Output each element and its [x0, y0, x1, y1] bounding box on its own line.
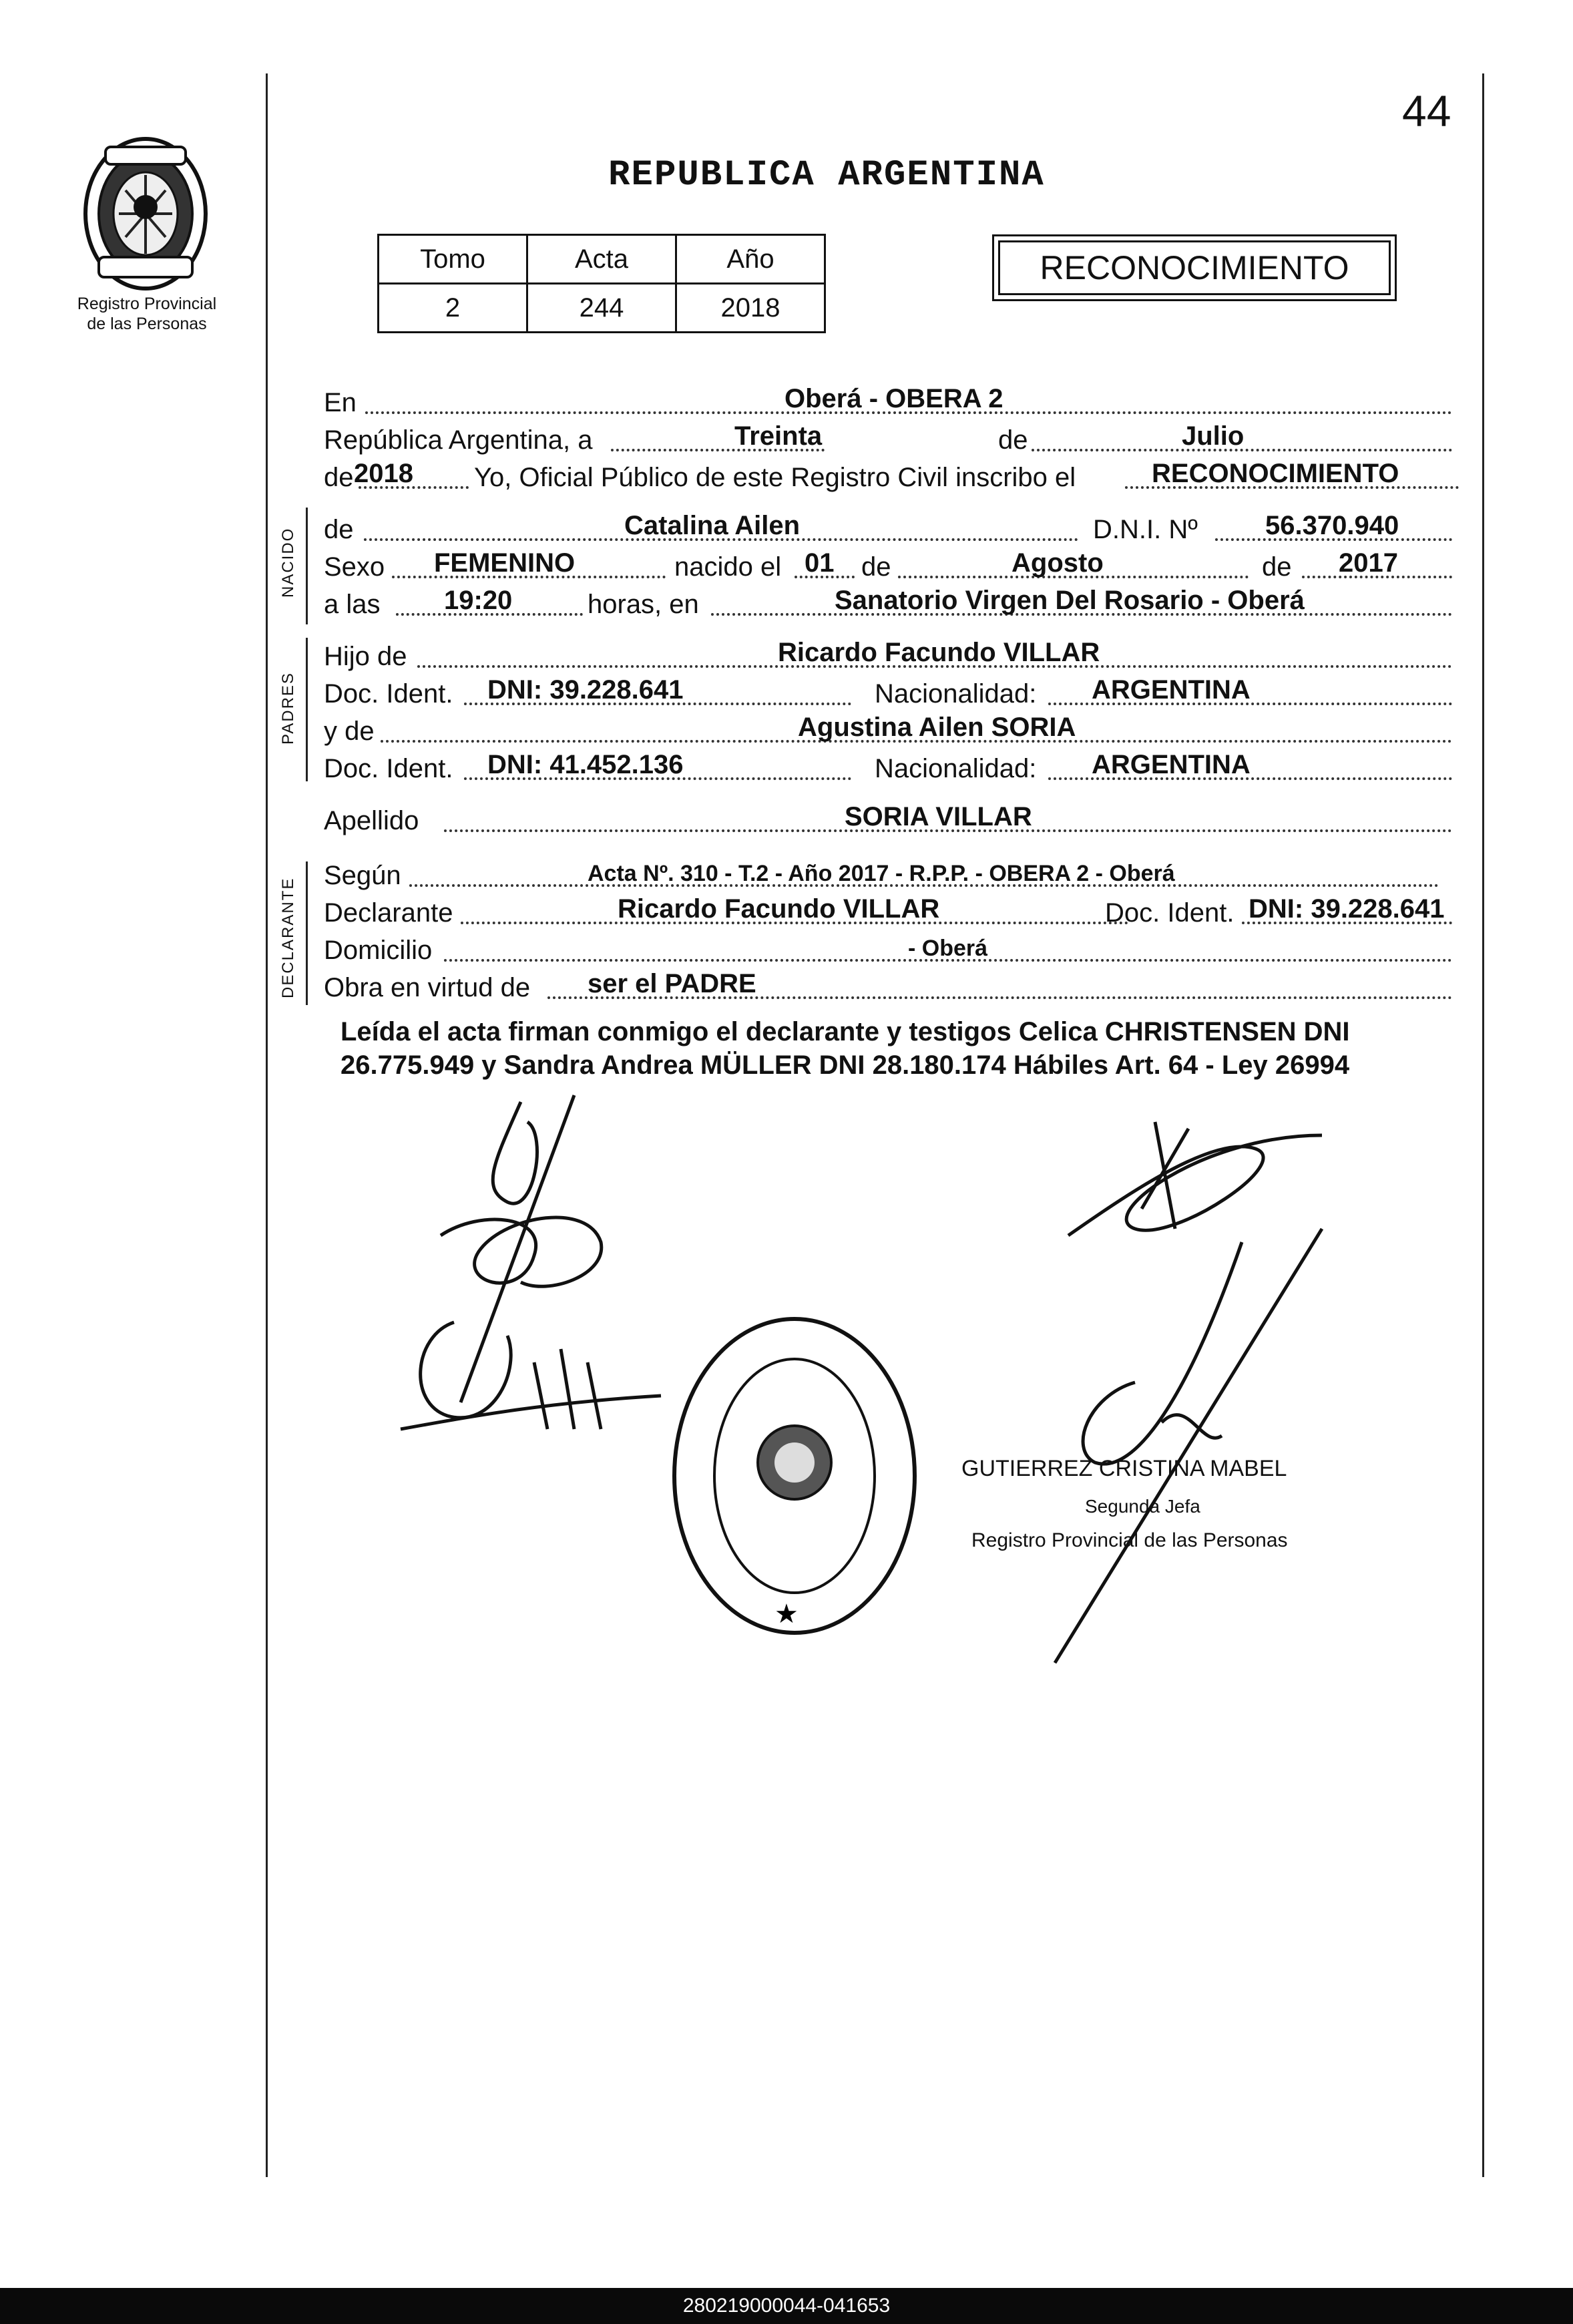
value-acto: RECONOCIMIENTO — [1152, 459, 1399, 488]
label-yo: Yo, Oficial Público de este Registro Civil inscribo el — [474, 463, 1076, 492]
registry-table-value-row — [379, 284, 825, 333]
value-sexo: FEMENINO — [434, 548, 576, 578]
padres-bracket — [306, 638, 308, 781]
official-office: Registro Provincial de las Personas — [971, 1529, 1288, 1551]
label-a-las: a las — [324, 590, 381, 619]
value-segun: Acta Nº. 310 - T.2 - Año 2017 - R.P.P. - OBERA 2 - Oberá — [588, 861, 1175, 886]
label-dni: D.N.I. Nº — [1093, 515, 1198, 544]
label-y-de: y de — [324, 717, 375, 746]
value-hora: 19:20 — [444, 586, 513, 615]
label-de-anio-fecha: de — [324, 463, 354, 492]
row-padre — [324, 634, 1452, 674]
value-nac-dia: 01 — [805, 548, 835, 578]
registry-table — [377, 234, 826, 333]
label-horas-en: horas, en — [588, 590, 699, 619]
row-madre-doc — [324, 747, 1452, 787]
value-padre-doc: DNI: 39.228.641 — [487, 675, 684, 705]
header-anio: Año — [676, 235, 825, 284]
value-nac-anio: 2017 — [1339, 548, 1398, 578]
value-padre-nac: ARGENTINA — [1092, 675, 1251, 705]
declarante-bracket — [306, 861, 308, 1005]
label-domicilio: Domicilio — [324, 936, 433, 965]
side-label-declarante: DECLARANTE — [279, 877, 297, 998]
registry-caption-line1: Registro Provincial — [77, 295, 217, 313]
official-stamp-icon — [661, 1309, 928, 1643]
row-segun — [324, 853, 1439, 894]
value-lugar: Oberá - OBERA 2 — [784, 384, 1003, 413]
value-nombre: Catalina Ailen — [624, 511, 801, 540]
value-domicilio: - Oberá — [908, 936, 988, 961]
official-name: GUTIERREZ CRISTINA MABEL — [961, 1456, 1287, 1481]
label-hijo-de: Hijo de — [324, 642, 407, 671]
value-obra: ser el PADRE — [588, 969, 756, 998]
value-apellido: SORIA VILLAR — [845, 802, 1032, 831]
value-anio: 2018 — [354, 459, 413, 488]
label-sexo: Sexo — [324, 552, 385, 582]
label-de-mes: de — [861, 552, 891, 582]
page-number: 44 — [1402, 86, 1451, 136]
label-doc-ident-madre: Doc. Ident. — [324, 754, 453, 783]
row-republica — [324, 418, 1452, 458]
official-role: Segunda Jefa — [1085, 1496, 1200, 1517]
right-margin-line — [1482, 73, 1484, 2177]
label-de-nombre: de — [324, 515, 354, 544]
value-tomo: 2 — [379, 284, 527, 333]
value-dni: 56.370.940 — [1265, 511, 1399, 540]
registry-table-header-row — [379, 235, 825, 284]
record-type-box: RECONOCIMIENTO — [998, 240, 1391, 295]
value-padre: Ricardo Facundo VILLAR — [778, 638, 1100, 667]
label-doc-ident-padre: Doc. Ident. — [324, 679, 453, 709]
label-de-anio: de — [1262, 552, 1292, 582]
value-dia: Treinta — [734, 421, 823, 451]
label-nacionalidad-padre: Nacionalidad: — [875, 679, 1037, 709]
value-lugar-nac: Sanatorio Virgen Del Rosario - Oberá — [835, 586, 1305, 615]
svg-text:★: ★ — [774, 1599, 799, 1629]
value-declarante-doc: DNI: 39.228.641 — [1249, 894, 1445, 924]
label-declarante: Declarante — [324, 898, 453, 928]
label-nacionalidad-madre: Nacionalidad: — [875, 754, 1037, 783]
value-madre: Agustina Ailen SORIA — [798, 713, 1076, 742]
row-hora — [324, 582, 1452, 622]
value-declarante: Ricardo Facundo VILLAR — [618, 894, 940, 924]
value-anio: 2018 — [676, 284, 825, 333]
header-acta: Acta — [527, 235, 676, 284]
left-margin-line — [266, 73, 268, 2177]
value-acta: 244 — [527, 284, 676, 333]
registry-caption — [47, 294, 247, 334]
nacido-bracket — [306, 508, 308, 624]
row-apellido — [324, 799, 1452, 839]
row-madre — [324, 709, 1452, 749]
value-mes: Julio — [1182, 421, 1245, 451]
row-nombre — [324, 508, 1452, 548]
closing-statement: Leída el acta firman conmigo el declarante y testigos Celica CHRISTENSEN DNI 26.775.949 y Sandra Andrea MÜLLER DNI 28.180.174 Hábiles Art. 64 - Ley 26994 — [341, 1017, 1350, 1080]
value-madre-doc: DNI: 41.452.136 — [487, 750, 684, 779]
footer-barcode-text: 280219000044-041653 — [0, 2288, 1573, 2324]
row-domicilio — [324, 928, 1452, 968]
registry-caption-line2: de las Personas — [87, 315, 207, 333]
row-en — [324, 381, 1452, 421]
label-obra: Obra en virtud de — [324, 973, 531, 1002]
label-en: En — [324, 388, 357, 417]
row-declarante — [324, 891, 1452, 931]
document-title: REPUBLICA ARGENTINA — [608, 155, 1045, 196]
value-madre-nac: ARGENTINA — [1092, 750, 1251, 779]
official-signature-icon — [988, 1222, 1335, 1670]
label-nacido-el: nacido el — [674, 552, 782, 582]
side-label-padres: PADRES — [279, 672, 297, 745]
side-label-nacido: NACIDO — [279, 527, 297, 598]
label-republica: República Argentina, a — [324, 425, 593, 455]
row-sexo — [324, 545, 1452, 585]
label-de-mes-fecha: de — [998, 425, 1028, 455]
row-obra — [324, 966, 1452, 1006]
label-apellido: Apellido — [324, 806, 419, 835]
label-segun: Según — [324, 861, 401, 890]
value-nac-mes: Agosto — [1012, 548, 1104, 578]
label-doc-ident-declarante: Doc. Ident. — [1105, 898, 1234, 928]
header-tomo: Tomo — [379, 235, 527, 284]
row-yo — [324, 455, 1459, 496]
row-padre-doc — [324, 672, 1452, 712]
